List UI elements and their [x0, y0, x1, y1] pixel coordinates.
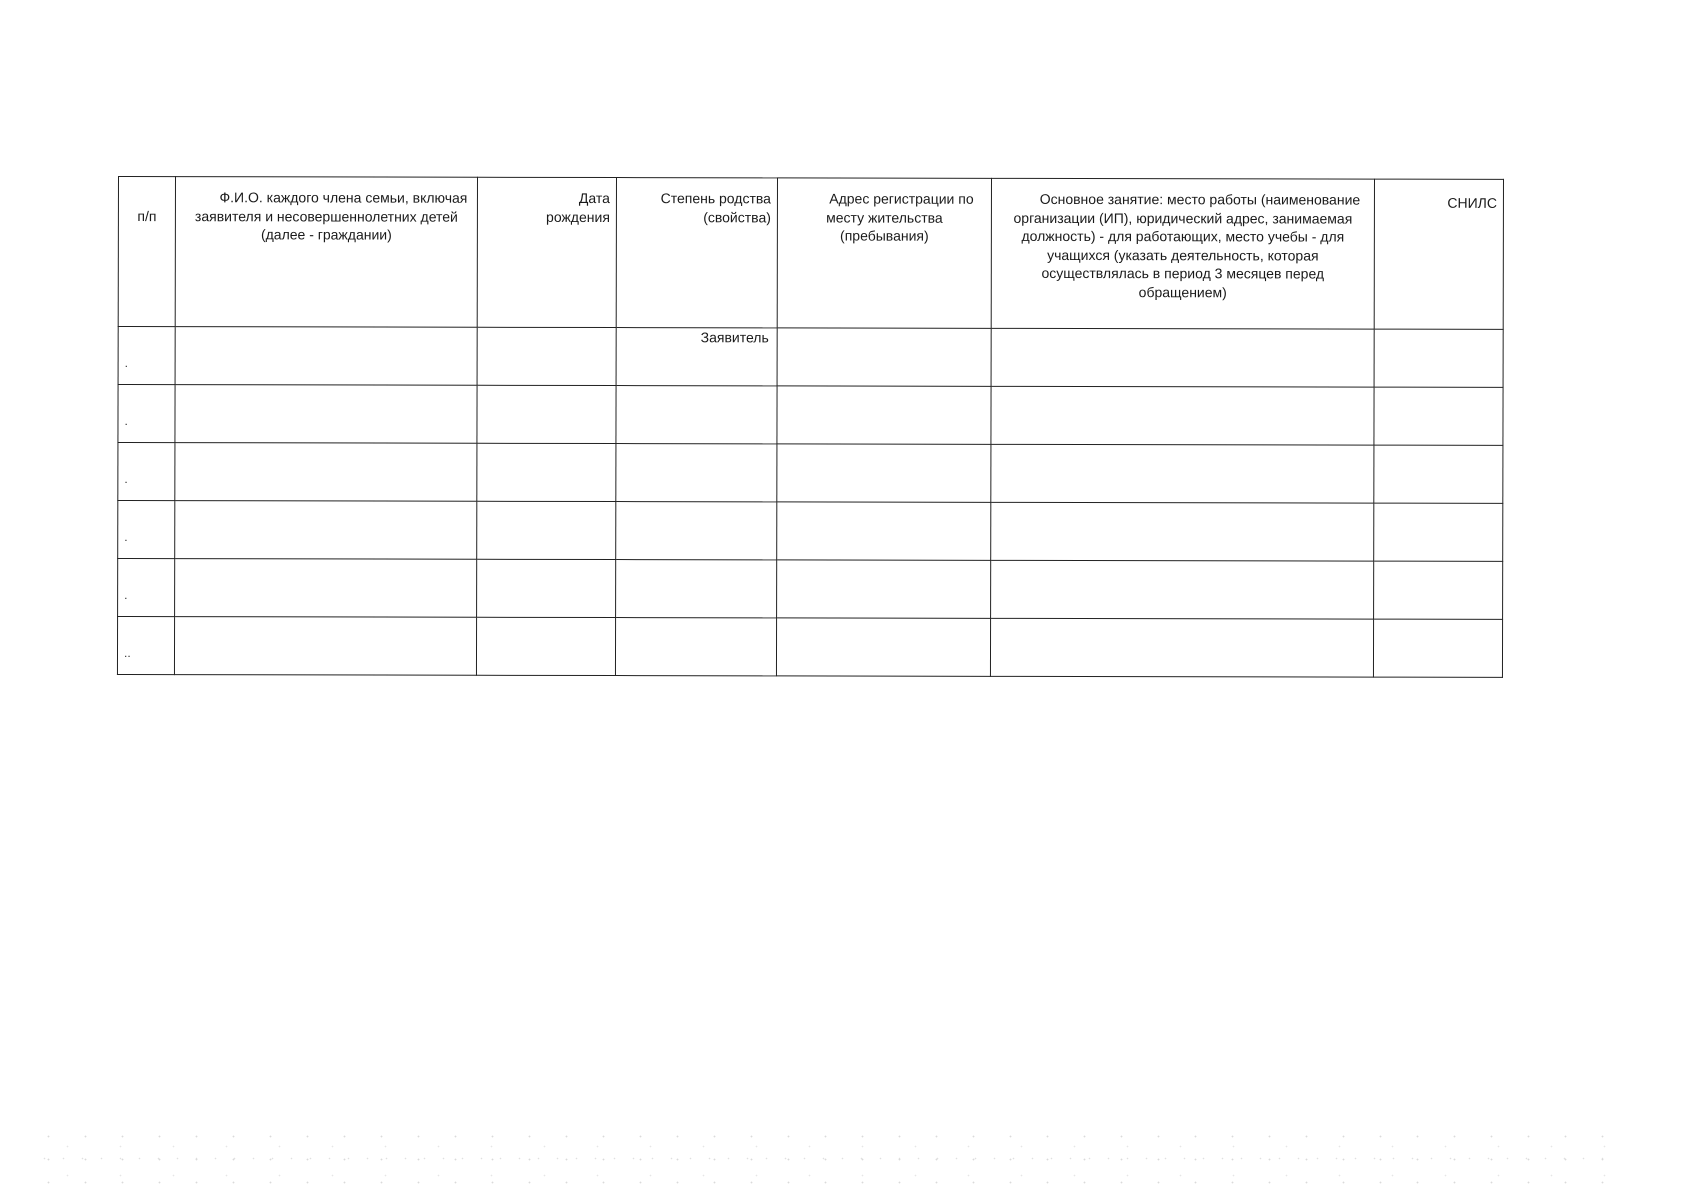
- cell-full-name[interactable]: [175, 443, 477, 502]
- cell-birth-date[interactable]: [477, 443, 616, 501]
- row-marker: ..: [123, 645, 131, 660]
- header-address-text: Адрес регистрации по месту жительства (пребывания): [826, 190, 974, 244]
- cell-number[interactable]: [118, 327, 175, 385]
- cell-relationship[interactable]: [615, 618, 776, 676]
- header-birth-date: [477, 177, 616, 327]
- cell-full-name[interactable]: [175, 559, 477, 618]
- header-relationship: [616, 178, 777, 328]
- cell-snils[interactable]: [1374, 445, 1503, 503]
- cell-snils[interactable]: [1374, 387, 1503, 445]
- header-relationship-text: Степень родства (свойства): [660, 190, 771, 225]
- cell-birth-date[interactable]: [477, 385, 616, 443]
- cell-number[interactable]: [118, 443, 175, 501]
- relationship-value: Заявитель: [700, 329, 769, 346]
- cell-address[interactable]: [776, 618, 990, 676]
- header-occupation-text: Основное занятие: место работы (наименование организации (ИП), юридический адрес, занимаемая должность) - для работающих, место учебы - для учащихся (указать деятельность, которая осуществлялась в период 3 месяцев перед обращением): [1013, 190, 1361, 300]
- cell-full-name[interactable]: [175, 327, 477, 386]
- header-full-name: [175, 177, 477, 328]
- table-row: [118, 443, 1503, 504]
- row-marker: .: [124, 471, 128, 486]
- cell-number[interactable]: [117, 617, 174, 675]
- cell-relationship[interactable]: [616, 328, 777, 386]
- cell-number[interactable]: [118, 501, 175, 559]
- cell-address[interactable]: [777, 444, 991, 502]
- cell-address[interactable]: [777, 386, 991, 444]
- cell-snils[interactable]: [1373, 619, 1502, 677]
- family-members-table: [117, 176, 1504, 678]
- header-birth-date-text: Дата рождения: [546, 189, 610, 225]
- row-marker: .: [124, 355, 128, 370]
- cell-relationship[interactable]: [616, 560, 777, 618]
- cell-address[interactable]: [777, 560, 991, 618]
- cell-full-name[interactable]: [175, 385, 477, 444]
- row-marker: .: [124, 413, 128, 428]
- row-marker: .: [124, 587, 128, 602]
- header-snils: СНИЛС: [1374, 179, 1503, 329]
- cell-full-name[interactable]: [175, 501, 477, 560]
- cell-birth-date[interactable]: [477, 327, 616, 385]
- cell-birth-date[interactable]: [477, 559, 616, 617]
- cell-number[interactable]: [118, 385, 175, 443]
- cell-address[interactable]: [777, 502, 991, 560]
- cell-full-name[interactable]: [174, 617, 476, 676]
- header-number: п/п: [118, 177, 175, 327]
- cell-relationship[interactable]: [616, 502, 777, 560]
- table-row: [118, 385, 1503, 446]
- cell-occupation[interactable]: [991, 560, 1374, 619]
- cell-occupation[interactable]: [991, 386, 1374, 445]
- table-row: [118, 327, 1503, 388]
- cell-relationship[interactable]: [616, 386, 777, 444]
- scan-noise: [30, 1125, 1620, 1185]
- cell-occupation[interactable]: [991, 502, 1374, 561]
- table-row: [118, 559, 1503, 620]
- header-occupation: [991, 178, 1374, 329]
- cell-occupation[interactable]: [990, 618, 1373, 677]
- cell-occupation[interactable]: [991, 444, 1374, 503]
- cell-snils[interactable]: [1374, 329, 1503, 387]
- cell-birth-date[interactable]: [476, 617, 615, 675]
- cell-number[interactable]: [118, 559, 175, 617]
- cell-snils[interactable]: [1374, 503, 1503, 561]
- table-row: [117, 617, 1502, 678]
- cell-birth-date[interactable]: [477, 501, 616, 559]
- header-full-name-text: Ф.И.О. каждого члена семьи, включая заявителя и несовершеннолетних детей (далее - граждании): [194, 189, 468, 243]
- table-header-row: [118, 177, 1503, 330]
- cell-occupation[interactable]: [991, 328, 1374, 387]
- row-marker: .: [124, 529, 128, 544]
- header-address: [777, 178, 991, 328]
- cell-address[interactable]: [777, 328, 991, 386]
- cell-relationship[interactable]: [616, 444, 777, 502]
- cell-snils[interactable]: [1374, 561, 1503, 619]
- table-row: [118, 501, 1503, 562]
